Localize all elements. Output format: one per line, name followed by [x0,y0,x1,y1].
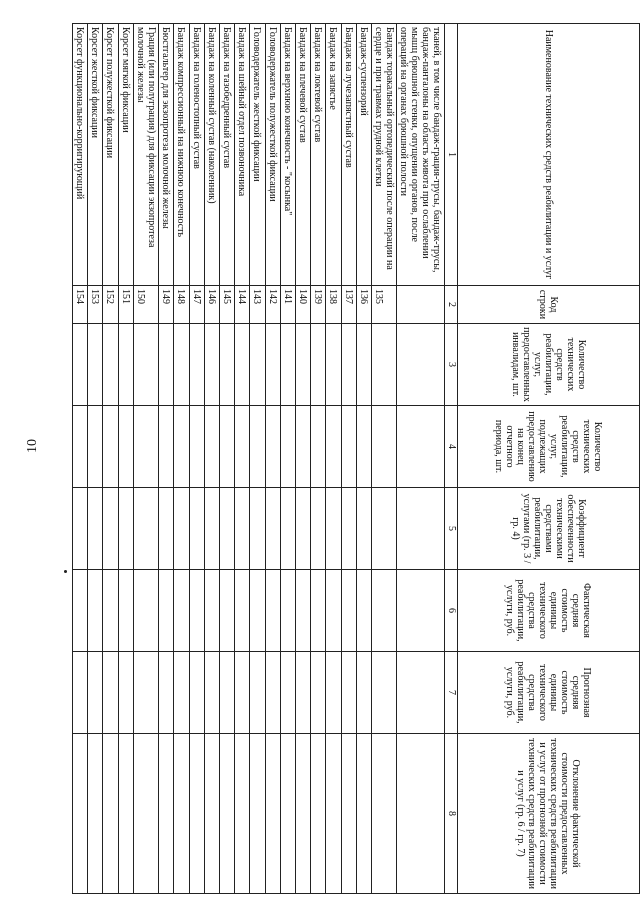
row-code: 147 [189,286,204,324]
table-row [73,24,88,894]
empty-cell [397,652,445,734]
empty-cell [220,652,235,734]
row-code: 153 [88,286,103,324]
empty-cell [174,734,189,894]
empty-cell [250,324,265,406]
row-code: 143 [250,286,265,324]
empty-cell [159,570,174,652]
empty-cell [204,652,219,734]
empty-cell [356,488,371,570]
row-name: Бандаж на шейный отдел позвоночника [235,24,250,286]
empty-cell [341,324,356,406]
empty-cell [265,652,280,734]
empty-cell [250,570,265,652]
empty-cell [296,488,311,570]
row-code: 149 [159,286,174,324]
table-row [250,24,265,894]
table-row [220,24,235,894]
table-row [311,24,326,894]
empty-cell [103,734,118,894]
header-col6: Фактическая средняя стоимость единицы технического средства реабилитации, услуги, руб. [458,570,640,652]
table-row [397,24,445,894]
empty-cell [311,406,326,488]
empty-cell [133,406,158,488]
empty-cell [118,652,133,734]
empty-cell [311,324,326,406]
empty-cell [397,734,445,894]
table-row [118,24,133,894]
row-code: 151 [118,286,133,324]
empty-cell [235,570,250,652]
rehab-table [72,23,640,894]
rotated-table-container [72,23,640,893]
empty-cell [204,734,219,894]
page-number: 10 [25,439,40,453]
scan-dot [64,570,67,573]
empty-cell [189,734,204,894]
empty-cell [73,324,88,406]
empty-cell [189,324,204,406]
empty-cell [311,652,326,734]
empty-cell [103,570,118,652]
empty-cell [372,324,397,406]
empty-cell [296,652,311,734]
table-row [341,24,356,894]
empty-cell [133,570,158,652]
empty-cell [133,488,158,570]
empty-cell [88,570,103,652]
empty-cell [204,488,219,570]
row-code: 152 [103,286,118,324]
row-name: Бандаж на голеностопный сустав [189,24,204,286]
empty-cell [133,734,158,894]
empty-cell [280,488,295,570]
table-row [296,24,311,894]
empty-cell [265,488,280,570]
empty-cell [311,488,326,570]
row-code [397,286,445,324]
empty-cell [204,406,219,488]
empty-cell [159,652,174,734]
column-number: 6 [445,570,458,652]
empty-cell [356,570,371,652]
empty-cell [311,734,326,894]
empty-cell [341,652,356,734]
table-row [204,24,219,894]
row-name: Грация (или полуграция) для фиксации экзопротеза молочной железы [133,24,158,286]
row-code: 136 [356,286,371,324]
empty-cell [174,324,189,406]
empty-cell [204,570,219,652]
row-name: Бандаж на плечевой сустав [296,24,311,286]
header-col2: Код строки [458,286,640,324]
empty-cell [88,652,103,734]
empty-cell [280,734,295,894]
row-code: 145 [220,286,235,324]
empty-cell [341,488,356,570]
empty-cell [174,570,189,652]
table-row [88,24,103,894]
header-col1: Наименование технических средств реабилитации и услуг [458,24,640,286]
empty-cell [103,406,118,488]
row-name: Корсет полужесткой фиксации [103,24,118,286]
row-code: 138 [326,286,341,324]
empty-cell [326,406,341,488]
empty-cell [326,570,341,652]
empty-cell [103,488,118,570]
row-name: Корсет мягкой фиксации [118,24,133,286]
empty-cell [397,324,445,406]
empty-cell [397,488,445,570]
empty-cell [250,406,265,488]
empty-cell [189,652,204,734]
table-row [189,24,204,894]
header-col3: Количество технических средств реабилитации, услуг, предоставленных инвалидам, шт. [458,324,640,406]
empty-cell [103,652,118,734]
row-name: Бандаж на локтевой сустав [311,24,326,286]
empty-cell [341,570,356,652]
empty-cell [372,570,397,652]
empty-cell [159,734,174,894]
empty-cell [296,406,311,488]
empty-cell [189,488,204,570]
row-code: 142 [265,286,280,324]
row-name: Бандаж на лучезапястный сустав [341,24,356,286]
empty-cell [250,652,265,734]
row-code: 154 [73,286,88,324]
table-row [159,24,174,894]
empty-cell [265,406,280,488]
empty-cell [73,406,88,488]
empty-cell [189,570,204,652]
row-code: 137 [341,286,356,324]
table-row [280,24,295,894]
header-col7: Прогнозная средняя стоимость единицы технического средства реабилитации, услуги, руб. [458,652,640,734]
empty-cell [235,406,250,488]
empty-cell [235,488,250,570]
table-row [326,24,341,894]
empty-cell [103,324,118,406]
empty-cell [88,488,103,570]
table-row [174,24,189,894]
empty-cell [250,734,265,894]
empty-cell [296,570,311,652]
empty-cell [326,734,341,894]
column-number: 1 [445,24,458,286]
row-name: Головодержатель жесткой фиксации [250,24,265,286]
empty-cell [397,570,445,652]
row-code: 144 [235,286,250,324]
table-row [133,24,158,894]
header-col4: Количество технических средств реабилитации, услуг, подлежащих предоставлению на конец отчетного периода, шт. [458,406,640,488]
empty-cell [280,570,295,652]
empty-cell [88,406,103,488]
header-col8: Отклонение фактической стоимости предоставленных технических средств реабилитации и услуг от прогнозной стоимости технических средств реабилитации и услуг (гр. 6 / гр. 7) [458,734,640,894]
empty-cell [174,652,189,734]
empty-cell [372,652,397,734]
empty-cell [220,324,235,406]
table-row [372,24,397,894]
empty-cell [118,488,133,570]
row-code: 141 [280,286,295,324]
row-name: Бандаж на верхнюю конечность - "косынка" [280,24,295,286]
empty-cell [174,488,189,570]
column-number: 7 [445,652,458,734]
empty-cell [159,406,174,488]
empty-cell [220,570,235,652]
column-number: 5 [445,488,458,570]
empty-cell [356,406,371,488]
empty-cell [341,734,356,894]
empty-cell [235,324,250,406]
empty-cell [356,324,371,406]
row-name: Бандаж на коленный сустав (наколенник) [204,24,219,286]
empty-cell [356,652,371,734]
table-row [265,24,280,894]
table-row [103,24,118,894]
empty-cell [220,488,235,570]
empty-cell [372,734,397,894]
row-name: Корсет жесткой фиксации [88,24,103,286]
column-number: 2 [445,286,458,324]
empty-cell [73,488,88,570]
empty-cell [235,734,250,894]
row-name: Головодержатель полужесткой фиксации [265,24,280,286]
empty-cell [220,406,235,488]
empty-cell [88,734,103,894]
table-row [235,24,250,894]
empty-cell [204,324,219,406]
empty-cell [311,570,326,652]
column-number: 4 [445,406,458,488]
column-number: 3 [445,324,458,406]
row-code: 150 [133,286,158,324]
empty-cell [265,570,280,652]
empty-cell [280,324,295,406]
empty-cell [174,406,189,488]
empty-cell [265,734,280,894]
table-row [356,24,371,894]
row-name: Бандаж на запястье [326,24,341,286]
empty-cell [265,324,280,406]
empty-cell [88,324,103,406]
empty-cell [280,652,295,734]
header-col5: Коэффициент обеспеченности техническими средствами реабилитации, услугами (гр. 3 / гр. 4) [458,488,640,570]
column-number-row [445,24,458,894]
row-name: Бандаж компрессионный на нижнюю конечность [174,24,189,286]
row-name: Бандаж торакальный ортопедический после операции на сердце и при травмах грудной клетки [372,24,397,286]
empty-cell [159,324,174,406]
row-code: 135 [372,286,397,324]
empty-cell [118,570,133,652]
empty-cell [372,406,397,488]
empty-cell [341,406,356,488]
empty-cell [118,406,133,488]
empty-cell [356,734,371,894]
empty-cell [73,570,88,652]
empty-cell [73,734,88,894]
row-name: Бюстгальтер для экзопротеза молочной железы [159,24,174,286]
empty-cell [235,652,250,734]
empty-cell [250,488,265,570]
empty-cell [296,734,311,894]
row-code: 148 [174,286,189,324]
row-name: тканей, в том числе бандаж-грация-трусы, бандаж-трусы, бандаж-панталоны на область живота при ослаблении мышц брюшной стенки, опущении органов, после операций на органах брюшной полости [397,24,445,286]
row-name: Бандаж на тазобедренный сустав [220,24,235,286]
row-code: 140 [296,286,311,324]
empty-cell [280,406,295,488]
table-body [73,24,445,894]
empty-cell [326,488,341,570]
row-name: Корсет функционально-корригирующий [73,24,88,286]
header-row [458,24,640,894]
empty-cell [326,652,341,734]
empty-cell [133,652,158,734]
empty-cell [118,324,133,406]
empty-cell [296,324,311,406]
row-name: Бандаж-суспензорий [356,24,371,286]
empty-cell [372,488,397,570]
column-number: 8 [445,734,458,894]
row-code: 146 [204,286,219,324]
empty-cell [133,324,158,406]
empty-cell [397,406,445,488]
empty-cell [189,406,204,488]
empty-cell [118,734,133,894]
empty-cell [326,324,341,406]
row-code: 139 [311,286,326,324]
empty-cell [220,734,235,894]
empty-cell [73,652,88,734]
empty-cell [159,488,174,570]
